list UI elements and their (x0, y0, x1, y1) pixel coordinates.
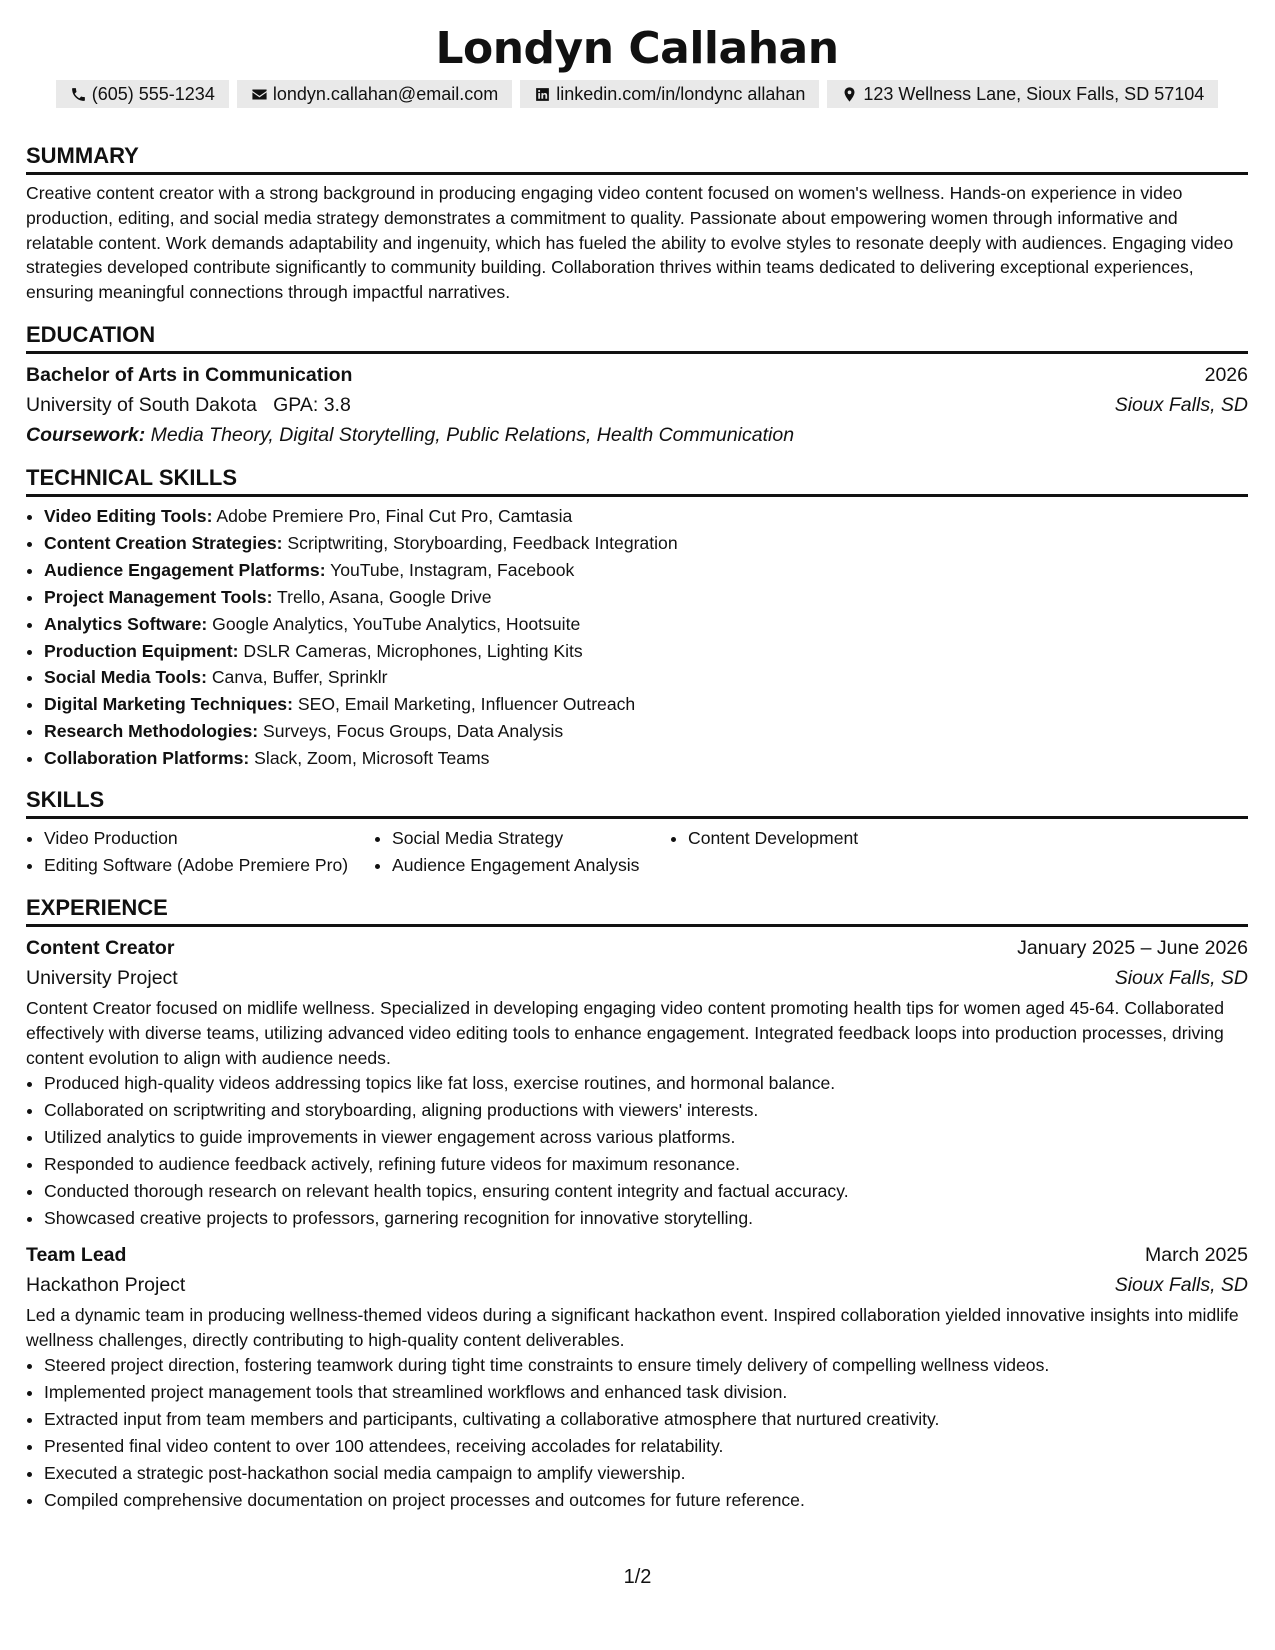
list-item: • Content Development (688, 825, 988, 852)
job-entry (26, 1240, 1248, 1514)
list-item: • Produced high-quality videos addressing topics like fat loss, exercise routines, and hormonal balance. (44, 1070, 1248, 1097)
job-bullets (26, 1352, 1248, 1513)
linkedin-icon (534, 86, 551, 103)
list-item: • Analytics Software: Google Analytics, YouTube Analytics, Hootsuite (44, 611, 1248, 638)
job-entry (26, 933, 1248, 1232)
list-item: • Production Equipment: DSLR Cameras, Microphones, Lighting Kits (44, 638, 1248, 665)
school-name: University of South Dakota (26, 393, 257, 416)
list-item: • Extracted input from team members and participants, cultivating a collaborative atmosphere that nurtured creativity. (44, 1406, 1248, 1433)
contact-address (827, 80, 1218, 108)
job-title-row (26, 1240, 1248, 1270)
summary-text: Creative content creator with a strong background in producing engaging video content focused on women's wellness. Hands-on experience in video production, editing, and social media strategy demonstrates a commitment to quality. Passionate about empowering women through informative and relatable content. Work demands adaptability and ingenuity, which has fueled the ability to evolve styles to resonate deeply with audiences. Engaging video strategies developed contribute significantly to community building. Collaboration thrives within teams dedicated to delivering exceptional experiences, ensuring meaningful connections through impactful narratives. (26, 183, 1234, 303)
address-text: 123 Wellness Lane, Sioux Falls, SD 57104 (863, 84, 1205, 104)
contact-bar (26, 80, 1248, 108)
section-divider (26, 494, 1248, 497)
job-title-row (26, 933, 1248, 963)
job-role: Content Creator (26, 937, 175, 960)
list-item: • Video Production (44, 825, 392, 852)
job-bullets (26, 1070, 1248, 1231)
school-location: Sioux Falls, SD (1114, 393, 1248, 416)
phone-text: (605) 555-1234 (91, 84, 215, 104)
job-location: Sioux Falls, SD (1114, 967, 1248, 990)
contact-linkedin[interactable] (520, 80, 819, 108)
coursework-list: Media Theory, Digital Storytelling, Public Relations, Health Communication (150, 423, 795, 446)
contact-email[interactable] (237, 80, 512, 108)
job-org-row (26, 963, 1248, 993)
gpa: GPA: 3.8 (273, 393, 351, 416)
education-school-row (26, 390, 1248, 420)
envelope-icon (251, 86, 268, 103)
skills-heading: SKILLS (26, 787, 105, 813)
list-item: • Social Media Tools: Canva, Buffer, Sprinklr (44, 664, 1248, 691)
graduation-year: 2026 (1204, 363, 1248, 386)
list-item: • Steered project direction, fostering teamwork during tight time constraints to ensure timely delivery of compelling wellness videos. (44, 1352, 1248, 1379)
degree: Bachelor of Arts in Communication (26, 363, 353, 386)
job-dates: March 2025 (1145, 1243, 1248, 1266)
section-divider (26, 816, 1248, 819)
list-item: • Digital Marketing Techniques: SEO, Email Marketing, Influencer Outreach (44, 691, 1248, 718)
list-item: • Compiled comprehensive documentation on project processes and outcomes for future reference. (44, 1487, 1248, 1514)
section-divider (26, 924, 1248, 927)
job-dates: January 2025 – June 2026 (1017, 937, 1248, 960)
phone-icon (70, 86, 87, 103)
list-item: • Showcased creative projects to professors, garnering recognition for innovative storytelling. (44, 1205, 1248, 1232)
job-org: University Project (26, 967, 178, 990)
coursework-row (26, 420, 1248, 450)
list-item: • Executed a strategic post-hackathon social media campaign to amplify viewership. (44, 1460, 1248, 1487)
list-item: • Project Management Tools: Trello, Asana, Google Drive (44, 584, 1248, 611)
list-item: • Responded to audience feedback actively, refining future videos for maximum resonance. (44, 1151, 1248, 1178)
email-text: londyn.callahan@email.com (272, 84, 499, 104)
resume-page (26, 0, 1248, 1514)
experience-heading: EXPERIENCE (26, 895, 168, 921)
summary-heading: SUMMARY (26, 143, 139, 168)
job-org: Hackathon Project (26, 1273, 186, 1296)
contact-phone (56, 80, 229, 108)
list-item: • Conducted thorough research on relevant health topics, ensuring content integrity and factual accuracy. (44, 1178, 1248, 1205)
technical-skills-list (26, 503, 1248, 772)
education-heading: EDUCATION (26, 321, 156, 347)
list-item: • Presented final video content to over 100 attendees, receiving accolades for relatability. (44, 1433, 1248, 1460)
job-location: Sioux Falls, SD (1114, 1273, 1248, 1296)
coursework-label: Coursework: (26, 423, 146, 446)
job-org-row (26, 1270, 1248, 1300)
list-item: • Editing Software (Adobe Premiere Pro) (44, 852, 392, 879)
page-number: 1/2 (623, 1566, 652, 1588)
list-item: • Implemented project management tools that streamlined workflows and enhanced task division. (44, 1379, 1248, 1406)
skills-list (26, 825, 1248, 878)
list-item: • Research Methodologies: Surveys, Focus Groups, Data Analysis (44, 718, 1248, 745)
list-item: • Video Editing Tools: Adobe Premiere Pro, Final Cut Pro, Camtasia (44, 503, 1248, 530)
list-item: • Collaborated on scriptwriting and storyboarding, aligning productions with viewers' interests. (44, 1097, 1248, 1124)
job-description: Content Creator focused on midlife wellness. Specialized in developing engaging video content promoting health tips for women aged 45-64. Collaborated effectively with diverse teams, utilizing advanced video editing tools to enhance engagement. Integrated feedback loops into production processes, driving content evolution to align with audience needs. (26, 998, 1225, 1068)
job-description: Led a dynamic team in producing wellness-themed videos during a significant hackathon event. Inspired collaboration yielded innovative insights into midlife wellness challenges, directly contributing to high-quality content deliverables. (26, 1304, 1239, 1350)
technical-skills-heading: TECHNICAL SKILLS (26, 464, 238, 490)
list-item: • Content Creation Strategies: Scriptwriting, Storyboarding, Feedback Integration (44, 530, 1248, 557)
linkedin-text: linkedin.com/in/londync allahan (556, 84, 806, 104)
list-item: • Utilized analytics to guide improvements in viewer engagement across various platforms. (44, 1124, 1248, 1151)
candidate-name: Londyn Callahan (435, 23, 839, 74)
education-degree-row (26, 360, 1248, 390)
map-pin-icon (841, 86, 858, 103)
list-item: • Audience Engagement Analysis (392, 852, 688, 879)
list-item: • Audience Engagement Platforms: YouTube, Instagram, Facebook (44, 557, 1248, 584)
job-role: Team Lead (26, 1243, 127, 1266)
list-item: • Social Media Strategy (392, 825, 688, 852)
section-divider (26, 172, 1248, 175)
list-item: • Collaboration Platforms: Slack, Zoom, Microsoft Teams (44, 745, 1248, 772)
section-divider (26, 351, 1248, 354)
